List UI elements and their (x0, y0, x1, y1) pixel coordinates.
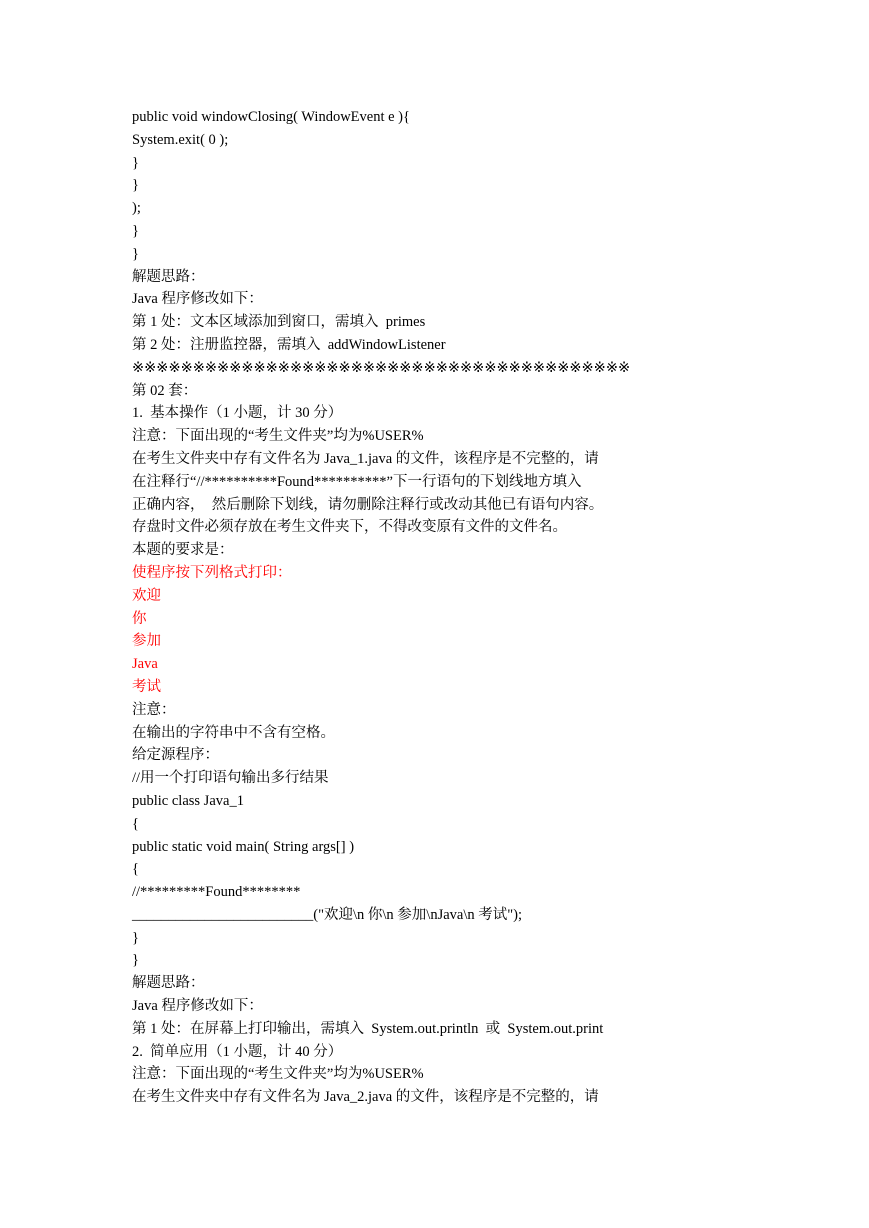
document-line: 第 02 套： (132, 382, 198, 399)
document-line: 2. 简单应用（1 小题，计 40 分） (132, 1043, 343, 1060)
document-line: //*********Found******** (132, 884, 301, 901)
document-line: 注意： (132, 701, 176, 718)
document-line: 在考生文件夹中存有文件名为 Java_2.java 的文件，该程序是不完整的，请 (132, 1089, 599, 1106)
document-line: 第 1 处：文本区域添加到窗口，需填入 primes (132, 314, 426, 331)
document-line: 第 1 处：在屏幕上打印输出，需填入 System.out.println 或 System.out.print (132, 1020, 604, 1037)
document-line: System.exit( 0 ); (132, 131, 229, 148)
document-line: } (132, 952, 139, 969)
document-line: 注意：下面出现的“考生文件夹”均为%USER% (132, 1066, 424, 1083)
document-line: 在输出的字符串中不含有空格。 (132, 724, 335, 741)
document-line: { (132, 815, 139, 832)
document-line: public void windowClosing( WindowEvent e ){ (132, 109, 410, 125)
document-line: Java 程序修改如下： (132, 291, 263, 308)
document-line: Java (132, 656, 158, 673)
document-line: 正确内容， 然后删除下划线，请勿删除注释行或改动其他已有语句内容。 (132, 496, 604, 513)
document-line: 在考生文件夹中存有文件名为 Java_1.java 的文件，该程序是不完整的，请 (132, 450, 599, 467)
document-line: _________________________("欢迎\n 你\n 参加\nJava\n 考试"); (132, 906, 523, 923)
document-line: { (132, 861, 139, 878)
document-line: ※※※※※※※※※※※※※※※※※※※※※※※※※※※※※※※※※※※※※※※※※ (132, 359, 631, 376)
document-line: 注意：下面出现的“考生文件夹”均为%USER% (132, 428, 424, 445)
document-line: 使程序按下列格式打印： (132, 564, 292, 581)
document-line: 存盘时文件必须存放在考生文件夹下，不得改变原有文件的文件名。 (132, 519, 567, 536)
document-line: 解题思路： (132, 975, 205, 992)
document-line: } (132, 177, 139, 194)
document-line: } (132, 929, 139, 946)
document-line: } (132, 154, 139, 171)
document-line: public class Java_1 (132, 792, 244, 809)
document-line: 考试 (132, 678, 161, 695)
document-line: public static void main( String args[] ) (132, 838, 355, 855)
document-line: } (132, 245, 139, 262)
document-line: 你 (132, 610, 147, 627)
document-line: //用一个打印语句输出多行结果 (132, 770, 329, 787)
document-line: 解题思路： (132, 268, 205, 285)
document-line: 欢迎 (132, 587, 161, 604)
document-line: 参加 (132, 633, 161, 650)
document-line: 第 2 处：注册监控器，需填入 addWindowListener (132, 336, 446, 353)
document-page (132, 106, 832, 1109)
document-line: } (132, 222, 139, 239)
document-line: Java 程序修改如下： (132, 998, 263, 1015)
document-line: 给定源程序： (132, 747, 219, 764)
document-line: 在注释行“//**********Found**********”下一行语句的下划线地方填入 (132, 473, 582, 490)
document-line: 1. 基本操作（1 小题，计 30 分） (132, 405, 343, 422)
document-line: ); (132, 200, 141, 217)
document-line: 本题的要求是： (132, 542, 234, 559)
